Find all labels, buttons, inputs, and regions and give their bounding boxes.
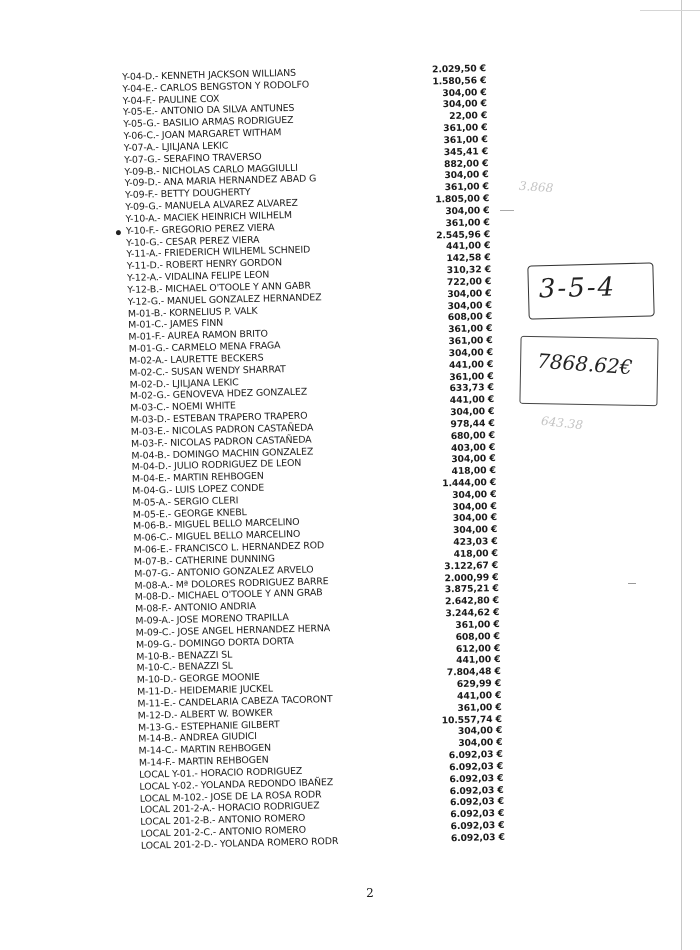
owner-name: Y-05-E.- ANTONIO DA SILVA ANTUNES bbox=[122, 103, 295, 119]
owner-name: Y-09-D.- ANA MARIA HERNANDEZ ABAD G bbox=[124, 173, 317, 190]
amount-value: 2.545,96 € bbox=[436, 228, 491, 241]
amount-value: 304,00 € bbox=[458, 737, 503, 750]
owner-name: LOCAL 201-2-C.- ANTONIO ROMERO bbox=[140, 824, 307, 840]
owner-name: Y-05-G.- BASILIO ARMAS RODRIGUEZ bbox=[123, 115, 294, 131]
amount-value: 1.805,00 € bbox=[435, 193, 490, 206]
owner-name: Y-10-G.- CESAR PEREZ VIERA bbox=[126, 234, 260, 249]
handwritten-total-box bbox=[519, 336, 658, 406]
amount-value: 1.580,56 € bbox=[432, 74, 487, 88]
amount-value: 361,00 € bbox=[449, 370, 494, 383]
owner-name: M-03-E.- NICOLAS PADRON CASTAÑEDA bbox=[130, 422, 314, 438]
owner-name: M-06-E.- FRANCISCO L. HERNANDEZ ROD bbox=[133, 540, 325, 556]
amount-value: 978,44 € bbox=[450, 417, 495, 430]
amount-value: 361,00 € bbox=[457, 701, 502, 714]
owner-name: M-02-G.- GENOVEVA HDEZ GONZALEZ bbox=[129, 386, 308, 403]
amount-value: 882,00 € bbox=[443, 157, 489, 170]
owner-name: M-08-A.- Mª DOLORES RODRIGUEZ BARRE bbox=[134, 575, 329, 592]
amount-value: 608,00 € bbox=[447, 311, 493, 324]
owner-name: M-03-D.- ESTEBAN TRAPERO TRAPERO bbox=[130, 410, 308, 426]
owner-name: Y-07-G.- SERAFINO TRAVERSO bbox=[124, 151, 262, 166]
amount-value: 304,00 € bbox=[452, 524, 498, 537]
owner-name: M-12-D.- ALBERT W. BOWKER bbox=[137, 707, 273, 722]
pencil-mark bbox=[500, 210, 514, 211]
owner-name: M-14-B.- ANDREA GIUDICI bbox=[138, 731, 258, 746]
amount-value: 612,00 € bbox=[455, 642, 501, 655]
page-edge-line-top bbox=[640, 10, 700, 11]
amount-value: 22,00 € bbox=[449, 110, 488, 123]
amount-value: 310,32 € bbox=[446, 264, 492, 277]
owner-name: M-09-C.- JOSE ANGEL HERNANDEZ HERNA bbox=[135, 623, 331, 639]
handwritten-faint-note-top: 3.868 bbox=[518, 178, 554, 196]
amount-value: 3.875,21 € bbox=[444, 583, 499, 596]
owners-amount-list bbox=[122, 63, 511, 852]
amount-value: 361,00 € bbox=[443, 122, 488, 135]
amount-value: 441,00 € bbox=[445, 240, 491, 253]
owner-name: M-08-F.- ANTONIO ANDRIA bbox=[135, 601, 256, 616]
page-edge-line bbox=[681, 0, 682, 950]
owner-name: M-06-B.- MIGUEL BELLO MARCELINO bbox=[132, 517, 300, 533]
amount-value: 6.092,03 € bbox=[449, 772, 504, 785]
owner-name: Y-04-F.- PAULINE COX bbox=[122, 93, 220, 107]
amount-value: 2.029,50 € bbox=[431, 63, 487, 76]
amount-value: 10.557,74 € bbox=[441, 713, 503, 726]
amount-value: 6.092,03 € bbox=[449, 796, 505, 809]
amount-value: 3.122,67 € bbox=[444, 559, 499, 573]
handwritten-total: 7868.62€ bbox=[536, 348, 634, 380]
amount-value: 361,00 € bbox=[455, 618, 500, 631]
amount-value: 633,73 € bbox=[449, 382, 494, 395]
amount-value: 7.804,48 € bbox=[446, 666, 501, 679]
amount-value: 304,00 € bbox=[452, 488, 497, 501]
owner-name: Y-04-E.- CARLOS BENGSTON Y RODOLFO bbox=[122, 79, 310, 95]
owner-name: M-04-E.- MARTIN REHBOGEN bbox=[131, 470, 264, 486]
owner-name: Y-06-C.- JOAN MARGARET WITHAM bbox=[123, 127, 282, 143]
amount-value: 441,00 € bbox=[449, 394, 495, 407]
amount-value: 629,99 € bbox=[456, 677, 502, 691]
amount-value: 361,00 € bbox=[443, 134, 488, 147]
owner-name: Y-11-D.- ROBERT HENRY GORDON bbox=[126, 257, 283, 273]
amount-value: 1.444,00 € bbox=[442, 476, 497, 490]
owner-name: M-11-E.- CANDELARIA CABEZA TACORONT bbox=[137, 693, 333, 710]
amount-value: 304,00 € bbox=[445, 205, 490, 218]
amount-value: 6.092,03 € bbox=[449, 760, 504, 774]
owner-name: M-01-G.- CARMELO MENA FRAGA bbox=[128, 340, 281, 355]
amount-value: 304,00 € bbox=[452, 500, 497, 513]
amount-value: 304,00 € bbox=[442, 86, 487, 99]
amount-value: 304,00 € bbox=[451, 453, 496, 466]
page-number: 2 bbox=[366, 886, 374, 900]
owner-name: M-09-A.- JOSE MORENO TRAPILLA bbox=[135, 612, 289, 627]
owner-name: M-11-D.- HEIDEMARIE JUCKEL bbox=[137, 683, 274, 698]
amount-value: 2.000,99 € bbox=[444, 571, 499, 584]
owner-name: Y-12-A.- VIDALINA FELIPE LEON bbox=[126, 269, 270, 285]
owner-name: M-02-A.- LAURETTE BECKERS bbox=[128, 352, 264, 367]
owner-name: M-03-F.- NICOLAS PADRON CASTAÑEDA bbox=[130, 434, 312, 450]
owner-name: M-02-D.- LJILJANA LEKIC bbox=[129, 376, 239, 391]
amount-value: 6.092,03 € bbox=[450, 819, 505, 833]
owner-name: LOCAL 201-2-A.- HORACIO RODRIGUEZ bbox=[139, 800, 320, 817]
owner-name: M-09-G.- DOMINGO DORTA DORTA bbox=[135, 635, 294, 651]
owner-name: M-10-D.- GEORGE MOONIE bbox=[136, 672, 260, 687]
amount-value: 304,00 € bbox=[444, 169, 489, 182]
amount-value: 361,00 € bbox=[445, 216, 490, 229]
amount-value: 608,00 € bbox=[455, 630, 501, 643]
amount-value: 6.092,03 € bbox=[449, 784, 504, 797]
amount-value: 304,00 € bbox=[447, 287, 492, 300]
owner-name: M-04-B.- DOMINGO MACHIN GONZALEZ bbox=[131, 445, 314, 462]
owner-name: M-01-F.- AUREA RAMON BRITO bbox=[128, 328, 268, 344]
owner-name: M-05-A.- SERGIO CLERI bbox=[132, 495, 239, 509]
handwritten-faint-note-bottom: 643.38 bbox=[540, 413, 584, 433]
owner-name: M-06-C.- MIGUEL BELLO MARCELINO bbox=[133, 529, 301, 545]
amount-value: 345,41 € bbox=[443, 145, 489, 158]
amount-value: 722,00 € bbox=[446, 275, 492, 289]
bullet-mark-icon bbox=[116, 230, 121, 235]
owner-name: M-10-C.- BENAZZI SL bbox=[136, 660, 234, 675]
owner-name: M-03-C.- NOEMI WHITE bbox=[130, 400, 236, 415]
owner-name: M-08-D.- MICHAEL O'TOOLE Y ANN GRAB bbox=[134, 587, 323, 604]
owner-name: Y-07-A.- LJILJANA LEKIC bbox=[123, 140, 229, 154]
owner-name: M-04-G.- LUIS LOPEZ CONDE bbox=[132, 482, 265, 497]
owner-name: LOCAL Y-01.- HORACIO RODRIGUEZ bbox=[139, 765, 303, 781]
owner-name: Y-10-A.- MACIEK HEINRICH WILHELM bbox=[125, 209, 293, 225]
amount-value: 304,00 € bbox=[448, 346, 494, 359]
amount-value: 3.244,62 € bbox=[445, 607, 500, 620]
owner-name: Y-09-B.- NICHOLAS CARLO MAGGIULLI bbox=[124, 162, 298, 178]
owner-name: Y-09-F.- BETTY DOUGHERTY bbox=[124, 187, 251, 202]
owner-name: LOCAL 201-2-B.- ANTONIO ROMERO bbox=[140, 812, 306, 828]
amount-value: 304,00 € bbox=[452, 512, 498, 525]
amount-value: 441,00 € bbox=[448, 358, 494, 371]
owner-name: M-02-C.- SUSAN WENDY SHARRAT bbox=[129, 363, 286, 379]
amount-value: 423,03 € bbox=[453, 536, 498, 549]
amount-value: 361,00 € bbox=[444, 181, 490, 194]
amount-value: 304,00 € bbox=[447, 299, 492, 312]
amount-value: 441,00 € bbox=[456, 654, 501, 667]
owner-name: M-14-F.- MARTIN REHBOGEN bbox=[138, 754, 269, 769]
handwritten-code: 3-5-4 bbox=[538, 272, 617, 305]
amount-value: 142,58 € bbox=[446, 252, 491, 265]
owner-name: M-04-D.- JULIO RODRIGUEZ DE LEON bbox=[131, 458, 302, 474]
owner-name: LOCAL M-102.- JOSE DE LA ROSA RODR bbox=[139, 788, 322, 805]
owner-name: M-01-B.- KORNELIUS P. VALK bbox=[127, 305, 258, 320]
amount-value: 6.092,03 € bbox=[450, 831, 505, 845]
owner-name: M-14-C.- MARTIN REHBOGEN bbox=[138, 742, 272, 757]
owner-name: M-10-B.- BENAZZI SL bbox=[136, 649, 233, 663]
amount-value: 441,00 € bbox=[456, 689, 502, 702]
owner-name: M-07-G.- ANTONIO GONZALEZ ARVELO bbox=[134, 564, 314, 580]
owner-name: M-13-G.- ESTEPHANIE GILBERT bbox=[137, 718, 280, 734]
amount-value: 304,00 € bbox=[457, 725, 503, 738]
owner-name: Y-10-F.- GREGORIO PEREZ VIERA bbox=[125, 222, 275, 237]
owner-name: LOCAL Y-02.- YOLANDA REDONDO IBAÑEZ bbox=[139, 776, 334, 793]
owner-name: M-07-B.- CATHERINE DUNNING bbox=[133, 553, 275, 568]
amount-value: 680,00 € bbox=[450, 429, 496, 442]
owner-name: LOCAL 201-2-D.- YOLANDA ROMERO RODR bbox=[140, 835, 339, 852]
owner-name: Y-09-G.- MANUELA ALVAREZ ALVAREZ bbox=[125, 197, 298, 214]
amount-value: 304,00 € bbox=[450, 406, 495, 419]
amount-value: 418,00 € bbox=[451, 465, 496, 478]
amount-value: 418,00 € bbox=[453, 547, 499, 560]
owner-name: Y-04-D.- KENNETH JACKSON WILLIANS bbox=[122, 67, 297, 83]
pencil-mark bbox=[628, 583, 636, 584]
owner-name: Y-12-G.- MANUEL GONZALEZ HERNANDEZ bbox=[127, 291, 322, 308]
amount-value: 361,00 € bbox=[448, 335, 493, 348]
owner-name: Y-11-A.- FRIEDERICH WILHEML SCHNEID bbox=[126, 244, 311, 261]
owner-name: M-01-C.- JAMES FINN bbox=[128, 317, 224, 332]
amount-value: 304,00 € bbox=[442, 98, 488, 111]
amount-value: 403,00 € bbox=[450, 441, 496, 454]
amount-value: 361,00 € bbox=[448, 323, 493, 336]
handwritten-code-box bbox=[527, 262, 654, 319]
owner-name: M-05-E.- GEORGE KNEBL bbox=[132, 506, 247, 521]
amount-value: 6.092,03 € bbox=[448, 748, 503, 762]
owner-name: Y-12-B.- MICHAEL O'TOOLE Y ANN GABR bbox=[127, 280, 311, 296]
amount-value: 6.092,03 € bbox=[450, 808, 505, 821]
amount-value: 2.642,80 € bbox=[444, 595, 500, 608]
